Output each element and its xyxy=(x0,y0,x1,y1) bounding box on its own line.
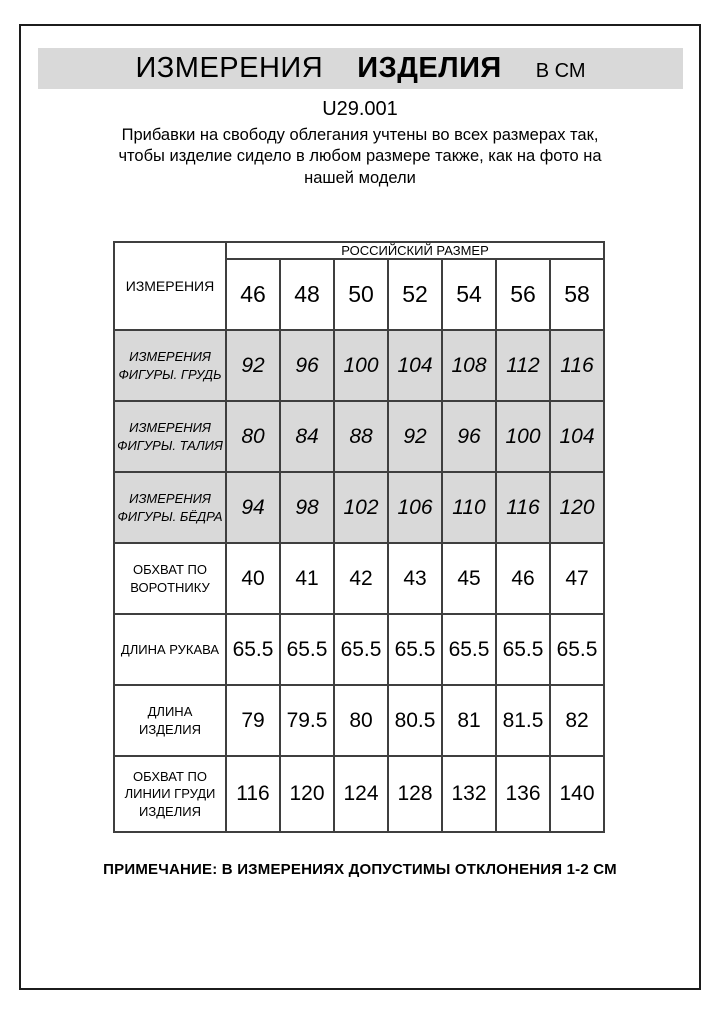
value-cell: 120 xyxy=(550,472,604,543)
size-cell: 46 xyxy=(226,259,280,330)
value-cell: 81.5 xyxy=(496,685,550,756)
size-group-label: РОССИЙСКИЙ РАЗМЕР xyxy=(226,242,604,259)
value-cell: 96 xyxy=(442,401,496,472)
value-cell: 65.5 xyxy=(226,614,280,685)
value-cell: 65.5 xyxy=(550,614,604,685)
value-cell: 41 xyxy=(280,543,334,614)
value-cell: 46 xyxy=(496,543,550,614)
title-band xyxy=(38,48,683,89)
size-table xyxy=(113,241,605,833)
value-cell: 81 xyxy=(442,685,496,756)
value-cell: 65.5 xyxy=(280,614,334,685)
value-cell: 116 xyxy=(226,756,280,832)
value-cell: 112 xyxy=(496,330,550,401)
corner-label: ИЗМЕРЕНИЯ xyxy=(114,242,226,330)
value-cell: 104 xyxy=(388,330,442,401)
value-cell: 102 xyxy=(334,472,388,543)
value-cell: 40 xyxy=(226,543,280,614)
table-row xyxy=(114,330,604,401)
value-cell: 96 xyxy=(280,330,334,401)
value-cell: 80.5 xyxy=(388,685,442,756)
value-cell: 140 xyxy=(550,756,604,832)
table-group-header-row xyxy=(114,242,604,259)
table-row xyxy=(114,543,604,614)
value-cell: 45 xyxy=(442,543,496,614)
article-number: U29.001 xyxy=(322,98,398,120)
value-cell: 120 xyxy=(280,756,334,832)
size-cell: 52 xyxy=(388,259,442,330)
value-cell: 80 xyxy=(226,401,280,472)
value-cell: 84 xyxy=(280,401,334,472)
table-row xyxy=(114,614,604,685)
value-cell: 106 xyxy=(388,472,442,543)
value-cell: 116 xyxy=(496,472,550,543)
value-cell: 65.5 xyxy=(442,614,496,685)
value-cell: 79 xyxy=(226,685,280,756)
table-row xyxy=(114,756,604,832)
value-cell: 98 xyxy=(280,472,334,543)
row-label: ДЛИНА РУКАВА xyxy=(114,614,226,685)
row-label: ИЗМЕРЕНИЯ ФИГУРЫ. ТАЛИЯ xyxy=(114,401,226,472)
title-measurements: ИЗМЕРЕНИЯ xyxy=(135,52,324,84)
size-cell: 58 xyxy=(550,259,604,330)
row-label: ИЗМЕРЕНИЯ ФИГУРЫ. ГРУДЬ xyxy=(114,330,226,401)
size-cell: 56 xyxy=(496,259,550,330)
value-cell: 65.5 xyxy=(388,614,442,685)
value-cell: 79.5 xyxy=(280,685,334,756)
value-cell: 65.5 xyxy=(496,614,550,685)
size-cell: 50 xyxy=(334,259,388,330)
value-cell: 110 xyxy=(442,472,496,543)
value-cell: 88 xyxy=(334,401,388,472)
value-cell: 43 xyxy=(388,543,442,614)
fit-description: Прибавки на свободу облегания учтены во всех размерах так, чтобы изделие сидело в любом размере также, как на фото на нашей модели xyxy=(118,126,602,187)
value-cell: 128 xyxy=(388,756,442,832)
value-cell: 82 xyxy=(550,685,604,756)
row-label: ИЗМЕРЕНИЯ ФИГУРЫ. БЁДРА xyxy=(114,472,226,543)
row-label: ОБХВАТ ПО ВОРОТНИКУ xyxy=(114,543,226,614)
row-label: ДЛИНА ИЗДЕЛИЯ xyxy=(114,685,226,756)
table-row xyxy=(114,472,604,543)
size-cell: 54 xyxy=(442,259,496,330)
value-cell: 94 xyxy=(226,472,280,543)
title-unit: В СМ xyxy=(535,60,586,82)
tolerance-note: ПРИМЕЧАНИЕ: В ИЗМЕРЕНИЯХ ДОПУСТИМЫ ОТКЛОНЕНИЯ 1-2 СМ xyxy=(103,861,617,878)
table-row xyxy=(114,401,604,472)
value-cell: 92 xyxy=(226,330,280,401)
title-product: ИЗДЕЛИЯ xyxy=(357,52,502,84)
value-cell: 92 xyxy=(388,401,442,472)
value-cell: 132 xyxy=(442,756,496,832)
value-cell: 80 xyxy=(334,685,388,756)
value-cell: 116 xyxy=(550,330,604,401)
table-row xyxy=(114,685,604,756)
value-cell: 124 xyxy=(334,756,388,832)
page-frame xyxy=(19,24,701,990)
value-cell: 65.5 xyxy=(334,614,388,685)
value-cell: 100 xyxy=(496,401,550,472)
value-cell: 136 xyxy=(496,756,550,832)
value-cell: 100 xyxy=(334,330,388,401)
value-cell: 42 xyxy=(334,543,388,614)
value-cell: 104 xyxy=(550,401,604,472)
value-cell: 47 xyxy=(550,543,604,614)
value-cell: 108 xyxy=(442,330,496,401)
size-cell: 48 xyxy=(280,259,334,330)
row-label: ОБХВАТ ПО ЛИНИИ ГРУДИ ИЗДЕЛИЯ xyxy=(114,756,226,832)
